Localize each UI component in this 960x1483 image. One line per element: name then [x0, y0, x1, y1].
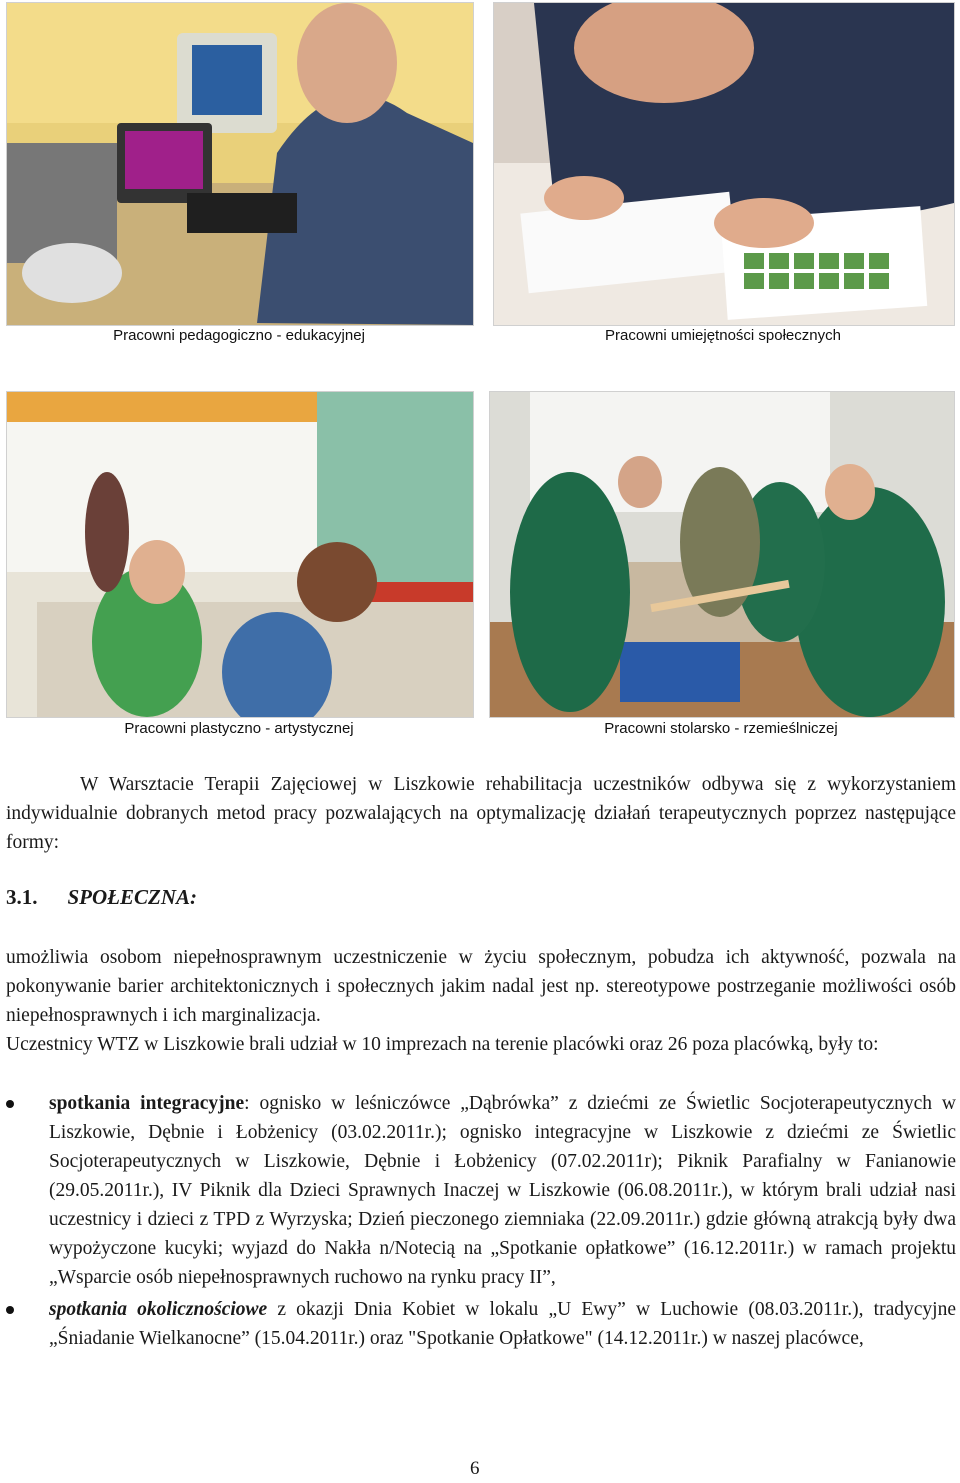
caption-art: Pracowni plastyczno - artystycznej [124, 720, 354, 737]
photo-carpentry-image [490, 392, 954, 717]
page-number: 6 [470, 1458, 480, 1479]
section-heading [6, 885, 197, 910]
photo-social [493, 2, 955, 326]
bullet-icon [6, 1100, 14, 1108]
photo-carpentry [489, 391, 955, 718]
photo-art [6, 391, 474, 718]
section-body [6, 943, 956, 1059]
list-item-text: z okazji Dnia Kobiet w lokalu „U Ewy” w Luchowie (08.03.2011r.), tradycyjne „Śniadanie Wielkanocne” (15.04.2011r.) oraz "Spotkanie Opłatkowe" (14.12.2011r.) w naszej placówce, [49, 1299, 956, 1349]
section-number: 3.1. [6, 885, 38, 909]
list-item-lead: spotkania okolicznościowe [49, 1299, 268, 1320]
photo-pedagogical [6, 2, 474, 326]
paragraph-1: umożliwia osobom niepełnosprawnym uczestniczenie w życiu społecznym, pobudza ich aktywność, pozwala na pokonywanie barier architektonicznych i społecznych jakim nadal jest np. stereotypowe postrzeganie możliwości osób niepełnosprawnych i ich marginalizacja. [6, 947, 956, 1026]
list-item [6, 1089, 956, 1292]
paragraph-2: Uczestnicy WTZ w Liszkowie brali udział w 10 imprezach na terenie placówki oraz 26 poza placówką, były to: [6, 1034, 879, 1055]
section-title: SPOŁECZNA: [67, 885, 198, 909]
events-list [6, 1089, 956, 1356]
photo-social-image [494, 3, 954, 325]
caption-social: Pracowni umiejętności społecznych [605, 327, 841, 344]
photo-pedagogical-image [7, 3, 473, 325]
bullet-icon [6, 1306, 14, 1314]
photo-art-image [7, 392, 473, 717]
caption-pedagogical: Pracowni pedagogiczno - edukacyjnej [113, 327, 365, 344]
intro-paragraph: W Warsztacie Terapii Zajęciowej w Liszkowie rehabilitacja uczestników odbywa się z wykorzystaniem indywidualnie dobranych metod pracy pozwalających na optymalizację działań terapeutycznych poprzez następujące formy: [6, 774, 956, 853]
list-item-text: : ognisko w leśniczówce „Dąbrówka” z dziećmi ze Świetlic Socjoterapeutycznych w Liszkowie, Dębnie i Łobżenicy (03.02.2011r.); ognisko integracyjne w Liszkowie z dziećmi ze Świetlic Socjoterapeutycznych w Liszkowie, Dębnie i Łobżenicy (07.02.2011r); Piknik Parafialny w Fanianowie (29.05.2011r.), IV Piknik dla Dzieci Sprawnych Inaczej w Liszkowie (06.08.2011r.), w którym brali udział nasi uczestnicy i dzieci z TPD z Wyrzyska; Dzień pieczonego ziemniaka (22.09.2011r.) gdzie główną atrakcją były dwa wypożyczone kucyki; wyjazd do Nakła n/Notecią na „Spotkanie opłatkowe” (16.12.2011r.) w ramach projektu „Wsparcie osób niepełnosprawnych ruchowo na rynku pracy II”, [49, 1093, 957, 1288]
caption-carpentry: Pracowni stolarsko - rzemieślniczej [604, 720, 838, 737]
list-item-lead: spotkania integracyjne [49, 1093, 245, 1114]
list-item [6, 1295, 956, 1353]
